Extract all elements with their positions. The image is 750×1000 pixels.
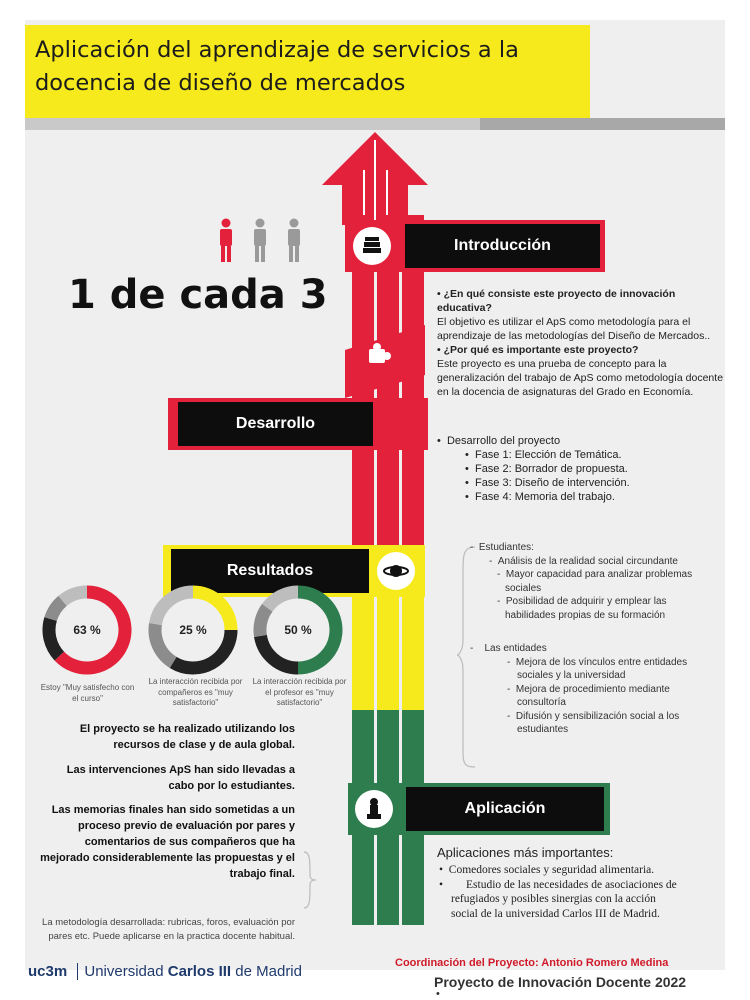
desarrollo-list: • Desarrollo del proyecto • Fase 1: Elección de Temática. • Fase 2: Borrador de propuesta. • Fase 3: Diseño de intervención. • Fase 4: Memoria del trabajo. [437, 435, 630, 503]
list-item: Comedores sociales y seguridad alimentaria. [448, 864, 655, 876]
footer-bullet: • [436, 988, 440, 1000]
person-icon-red [220, 219, 232, 263]
list-item: Mayor capacidad para analizar problemas sociales [505, 569, 693, 594]
desarrollo-label: Desarrollo [178, 402, 373, 446]
donut-segment [51, 601, 63, 619]
list-item: Fase 2: Borrador de propuesta. [474, 463, 628, 475]
aplicacion-head: Aplicaciones más importantes: [437, 845, 614, 860]
donut-value-label: 25 % [179, 623, 207, 637]
list-item: Fase 1: Elección de Temática. [474, 449, 622, 461]
donut-segment [155, 624, 173, 662]
page-title: Aplicación del aprendizaje de servicios a la docencia de diseño de mercados [35, 37, 519, 96]
intro-question-1: • ¿En qué consiste este proyecto de innovación educativa? [437, 288, 676, 314]
planet-icon [377, 552, 415, 590]
donut-caption: Estoy "Muy satisfecho con el curso" [40, 683, 135, 703]
resultados-list: - Estudiantes: - Análisis de la realidad social circundante - Mayor capacidad para analizar problemas sociales - Posibilidad de adquirir y emplear las habilidades propias de su formación - Las entidades - Mejora de los vínculos entre entidades sociales y la universidad - Mejora de procedimiento mediante consultoría - Difusión y sensibilización social a los estudiantes [470, 542, 693, 735]
intro-text [437, 287, 732, 399]
desarrollo-header [168, 398, 428, 450]
donut-value-label: 50 % [284, 623, 312, 637]
left-brace [300, 850, 320, 910]
list-item: Análisis de la realidad social circundante [497, 555, 678, 567]
person-icon-grey [288, 219, 300, 263]
university-logo [28, 963, 302, 980]
donut-caption: La interacción recibida por compañeros es "muy satisfactorio" [148, 677, 243, 707]
donut-segment [267, 592, 298, 608]
donut-segment [260, 636, 298, 668]
puzzle-ribbon [340, 320, 430, 400]
list-item: Estudio de las necesidades de asociaciones de refugiados y posibles sinergias con la acción social de la universidad Carlos III de Madrid. [451, 878, 677, 920]
logo-name-3: de Madrid [235, 963, 302, 980]
logo-short: uc3m [28, 963, 68, 980]
intro-answer-1: El objetivo es utilizar el ApS como metodología para el aprendizaje de las metodologías del Diseño de Mercados.. [437, 316, 711, 342]
donut-value-label: 63 % [73, 623, 101, 637]
aplicacion-header [348, 783, 610, 835]
resultados-label: Resultados [171, 549, 369, 593]
donut-segment [155, 592, 193, 624]
books-icon [353, 227, 391, 265]
coordination-text: Coordinación del Proyecto: Antonio Romero Medina [395, 957, 669, 969]
donut-caption: La interacción recibida por el profesor es "muy satisfactorio" [252, 677, 347, 707]
donut-segment [63, 592, 87, 601]
list-item: Fase 4: Memoria del trabajo. [474, 491, 615, 503]
donut-segment [260, 608, 267, 636]
aplicacion-label: Aplicación [406, 787, 604, 831]
arrow-head [320, 130, 430, 225]
method-text: La metodología desarrollada: rubricas, foros, evaluación por pares etc. Puede aplicarse en la practica docente habitual. [42, 917, 295, 942]
logo-name-1: Universidad [84, 963, 164, 980]
intro-header [345, 220, 605, 272]
donut-segment [49, 619, 59, 656]
project-text: Proyecto de Innovación Docente 2022 [434, 974, 687, 990]
list-item: Fase 3: Diseño de intervención. [474, 477, 630, 489]
list-item: Posibilidad de adquirir y emplear las habilidades propias de su formación [505, 596, 667, 621]
intro-question-2: • ¿Por qué es importante este proyecto? [437, 344, 639, 356]
desarrollo-head: Desarrollo del proyecto [446, 435, 561, 447]
list-item: Difusión y sensibilización social a los estudiantes [515, 710, 680, 735]
person-icon-grey [254, 219, 266, 263]
chess-piece-icon [355, 790, 393, 828]
resultados-head-2: Las entidades [484, 643, 547, 654]
resultados-head-1: Estudiantes: [478, 542, 534, 553]
stat-text: 1 de cada 3 [68, 272, 328, 318]
people-icons [213, 218, 308, 264]
list-item: Mejora de procedimiento mediante consultoría [515, 683, 670, 708]
intro-label: Introducción [405, 224, 600, 268]
intro-answer-2: Este proyecto es una prueba de concepto para la generalización del trabajo de ApS como metodología docente en la docencia de asignaturas del Grado en Economía. [437, 358, 724, 398]
logo-name-2: Carlos III [167, 963, 232, 980]
list-item: Mejora de los vínculos entre entidades sociales y la universidad [515, 656, 688, 681]
aplicacion-list: • Comedores sociales y seguridad alimentaria. • Estudio de las necesidades de asociaciones de refugiados y posibles sinergias con la acción social de la universidad Carlos III de Madrid. [439, 864, 677, 920]
title-shadow-dark [480, 118, 725, 130]
left-paragraph: Las intervenciones ApS han sido llevadas a cabo por lo estudiantes. [66, 764, 295, 792]
donut-charts [40, 585, 350, 680]
left-paragraph: El proyecto se ha realizado utilizando los recursos de clase y de aula global. [79, 723, 295, 751]
left-paragraph: Las memorias finales han sido sometidas a un proceso previo de evaluación por pares y comentarios de sus compañeros que ha mejorado considerablemente las propuestas y el trabajo final. [40, 804, 295, 880]
